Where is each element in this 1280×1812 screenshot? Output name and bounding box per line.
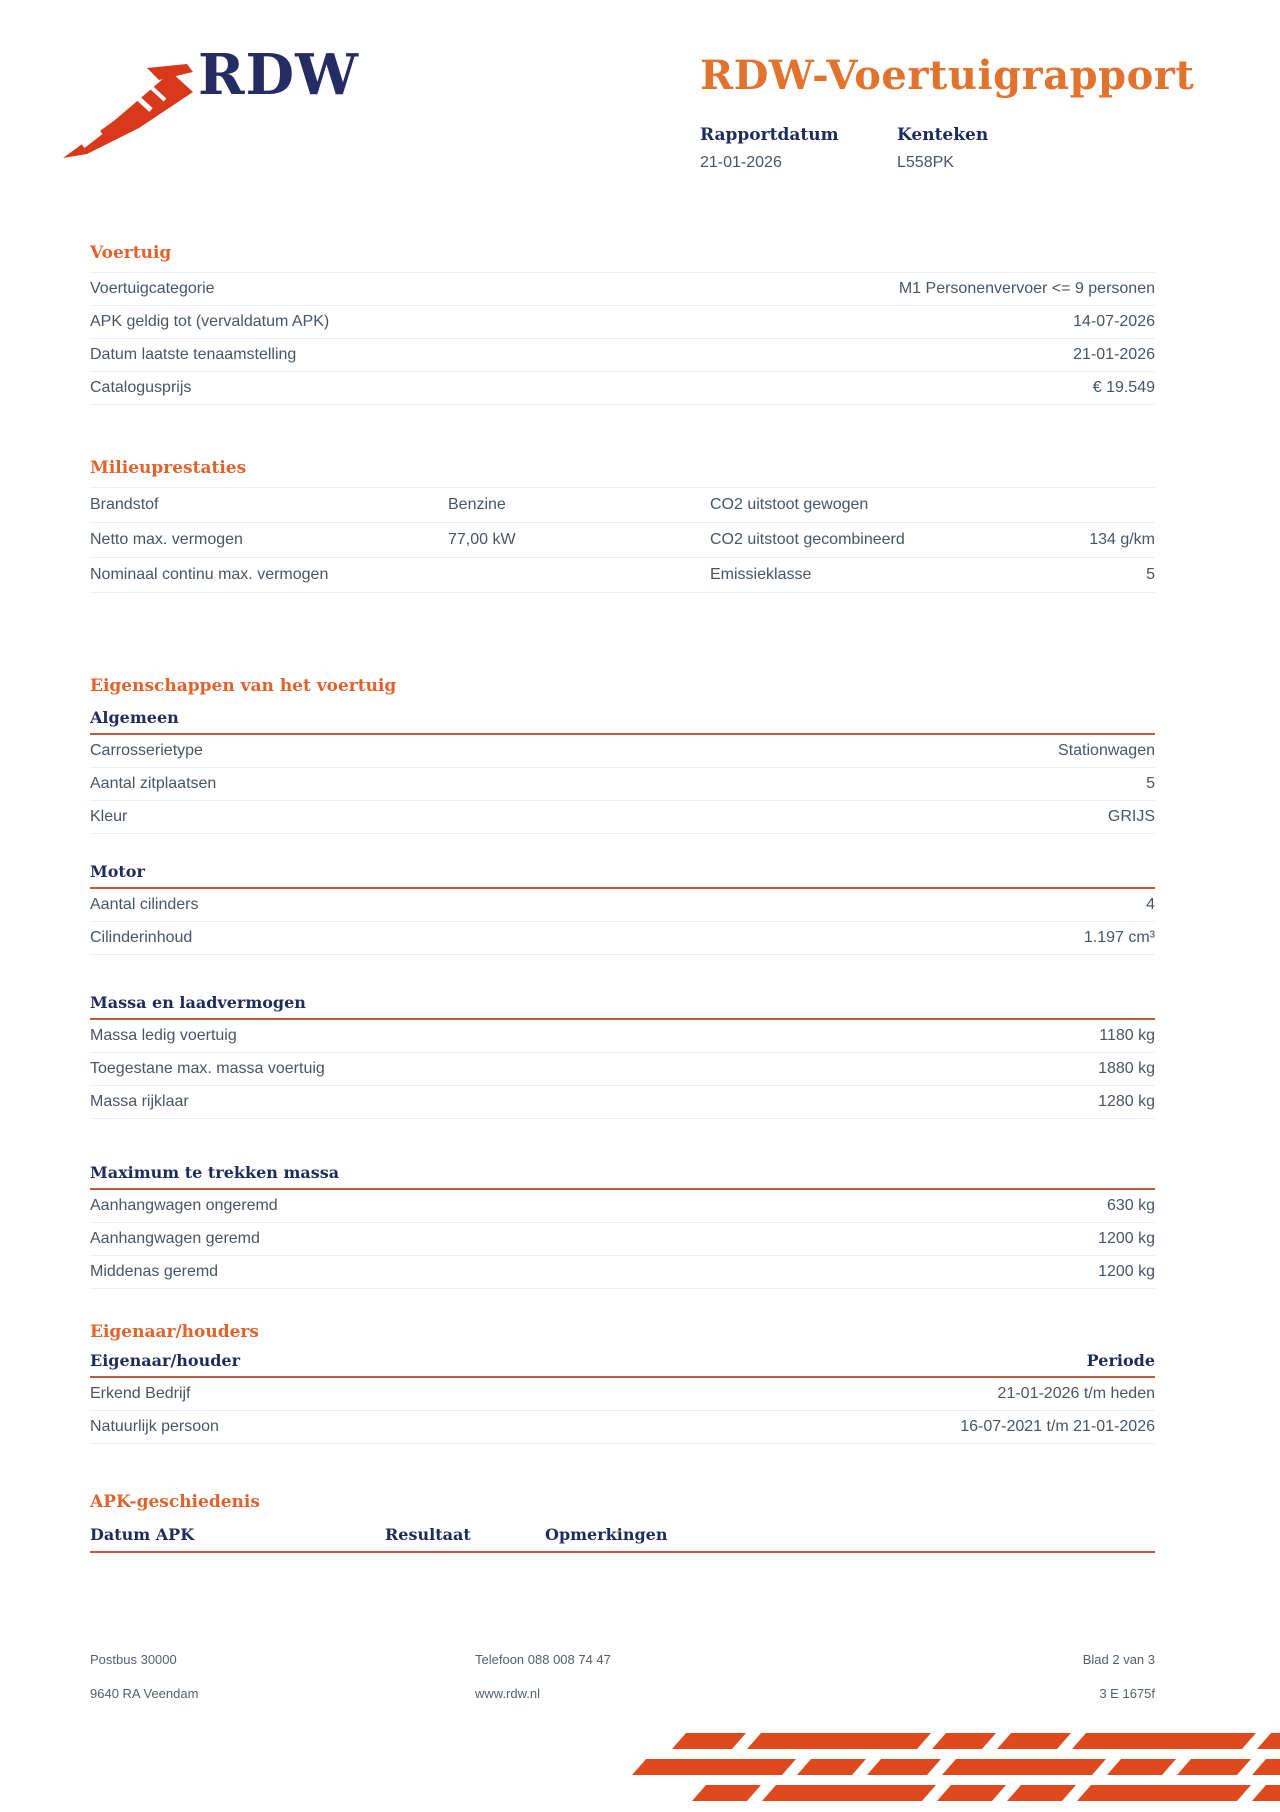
report-date-block (700, 125, 839, 172)
row-value: 1180 kg (1099, 1027, 1155, 1044)
row-value: 5 (1146, 775, 1155, 792)
table-row (90, 273, 1155, 306)
row-label: Nominaal continu max. vermogen (90, 566, 329, 583)
license-plate-block (897, 125, 988, 172)
row-value: 630 kg (1106, 1197, 1155, 1214)
owner-period: 21-01-2026 t/m heden (997, 1385, 1155, 1402)
row-label: Aanhangwagen geremd (90, 1230, 260, 1247)
row-value: 1200 kg (1098, 1230, 1155, 1247)
row-label: APK geldig tot (vervaldatum APK) (90, 313, 330, 330)
table-row (90, 558, 1155, 593)
eigenaar-header-row (90, 1351, 1155, 1378)
row-value: 21-01-2026 (1073, 346, 1155, 363)
row-value: Stationwagen (1058, 742, 1155, 759)
apk-header-row (90, 1525, 1155, 1553)
row-value: 1880 kg (1098, 1060, 1155, 1077)
row-value: 1200 kg (1098, 1263, 1155, 1280)
table-row (90, 922, 1155, 955)
subsection-maximum-trekken-title: Maximum te trekken massa (90, 1163, 1155, 1190)
owner-period: 16-07-2021 t/m 21-01-2026 (960, 1418, 1155, 1435)
section-apk-geschiedenis (90, 1492, 1155, 1553)
row-value: GRIJS (1107, 808, 1155, 825)
table-row (90, 1086, 1155, 1119)
row-label: Carrosserietype (90, 742, 203, 759)
row-label: Catalogusprijs (90, 379, 192, 396)
section-voertuig-title: Voertuig (90, 243, 172, 263)
row-label: Emissieklasse (710, 566, 812, 583)
column-header-datum-apk: Datum APK (90, 1525, 195, 1544)
row-label: Netto max. vermogen (90, 531, 243, 548)
section-eigenschappen (90, 676, 1155, 1289)
subsection-motor (90, 862, 1155, 955)
subsection-algemeen (90, 708, 1155, 834)
row-label: Toegestane max. massa voertuig (90, 1060, 325, 1077)
row-value: 5 (1146, 566, 1155, 583)
row-value: 1280 kg (1098, 1093, 1155, 1110)
subsection-massa (90, 993, 1155, 1119)
page-title: RDW-Voertuigrapport (700, 52, 1195, 99)
section-eigenaar-title: Eigenaar/houders (90, 1322, 259, 1342)
row-label: CO2 uitstoot gecombineerd (710, 531, 905, 548)
section-milieuprestaties (90, 458, 1155, 593)
section-milieuprestaties-title: Milieuprestaties (90, 458, 247, 478)
footer-doc-code: 3 E 1675f (1099, 1686, 1155, 1701)
subsection-algemeen-title: Algemeen (90, 708, 1155, 735)
rdw-speed-stripes-graphic (632, 1733, 1280, 1812)
owner-name: Erkend Bedrijf (90, 1385, 191, 1402)
row-label: Cilinderinhoud (90, 929, 193, 946)
subsection-motor-title: Motor (90, 862, 1155, 889)
license-plate-value: L558PK (897, 154, 954, 171)
owner-name: Natuurlijk persoon (90, 1418, 219, 1435)
row-value: M1 Personenvervoer <= 9 personen (898, 280, 1155, 297)
row-value: 1.197 cm³ (1083, 929, 1155, 946)
section-eigenaar-houders (90, 1322, 1155, 1444)
table-row (90, 889, 1155, 922)
footer-phone: Telefoon 088 008 74 47 (475, 1652, 611, 1667)
row-label: Brandstof (90, 496, 159, 513)
table-row (90, 768, 1155, 801)
column-header-owner: Eigenaar/houder (90, 1351, 241, 1370)
table-row (90, 1378, 1155, 1411)
row-label: Kleur (90, 808, 128, 825)
row-value: € 19.549 (1092, 379, 1155, 396)
column-header-resultaat: Resultaat (385, 1525, 471, 1544)
row-label: Voertuigcategorie (90, 280, 215, 297)
table-row (90, 523, 1155, 558)
table-row (90, 1411, 1155, 1444)
report-date-value: 21-01-2026 (700, 154, 782, 171)
row-label: Massa rijklaar (90, 1093, 189, 1110)
rdw-feather-logo-icon (55, 58, 195, 168)
page-footer (90, 1652, 1155, 1722)
section-voertuig (90, 243, 1155, 405)
license-plate-label: Kenteken (897, 125, 989, 145)
section-eigenschappen-title: Eigenschappen van het voertuig (90, 676, 397, 696)
column-header-opmerkingen: Opmerkingen (545, 1525, 668, 1544)
table-row (90, 1223, 1155, 1256)
footer-website: www.rdw.nl (475, 1686, 541, 1701)
footer-address-line2: 9640 RA Veendam (90, 1686, 199, 1701)
row-label: CO2 uitstoot gewogen (710, 496, 869, 513)
table-row (90, 488, 1155, 523)
row-value: 14-07-2026 (1073, 313, 1155, 330)
row-label: Datum laatste tenaamstelling (90, 346, 297, 363)
footer-address-line1: Postbus 30000 (90, 1652, 177, 1667)
row-label: Aantal cilinders (90, 896, 199, 913)
column-header-period: Periode (1086, 1351, 1155, 1370)
row-value: 134 g/km (1089, 531, 1155, 548)
section-apk-title: APK-geschiedenis (90, 1492, 260, 1512)
table-row (90, 306, 1155, 339)
table-row (90, 1190, 1155, 1223)
report-date-label: Rapportdatum (700, 125, 839, 145)
row-value: Benzine (448, 496, 506, 513)
footer-page-number: Blad 2 van 3 (1082, 1652, 1155, 1667)
table-row (90, 372, 1155, 405)
row-label: Aantal zitplaatsen (90, 775, 217, 792)
row-value: 77,00 kW (448, 531, 516, 548)
row-value: 4 (1146, 896, 1155, 913)
table-row (90, 1020, 1155, 1053)
table-row (90, 735, 1155, 768)
rdw-logo-text: RDW (198, 42, 359, 108)
row-label: Aanhangwagen ongeremd (90, 1197, 278, 1214)
row-label: Middenas geremd (90, 1263, 219, 1280)
subsection-maximum-trekken (90, 1163, 1155, 1289)
table-row (90, 1053, 1155, 1086)
table-row (90, 1256, 1155, 1289)
table-row (90, 801, 1155, 834)
row-label: Massa ledig voertuig (90, 1027, 237, 1044)
subsection-massa-title: Massa en laadvermogen (90, 993, 1155, 1020)
table-row (90, 339, 1155, 372)
